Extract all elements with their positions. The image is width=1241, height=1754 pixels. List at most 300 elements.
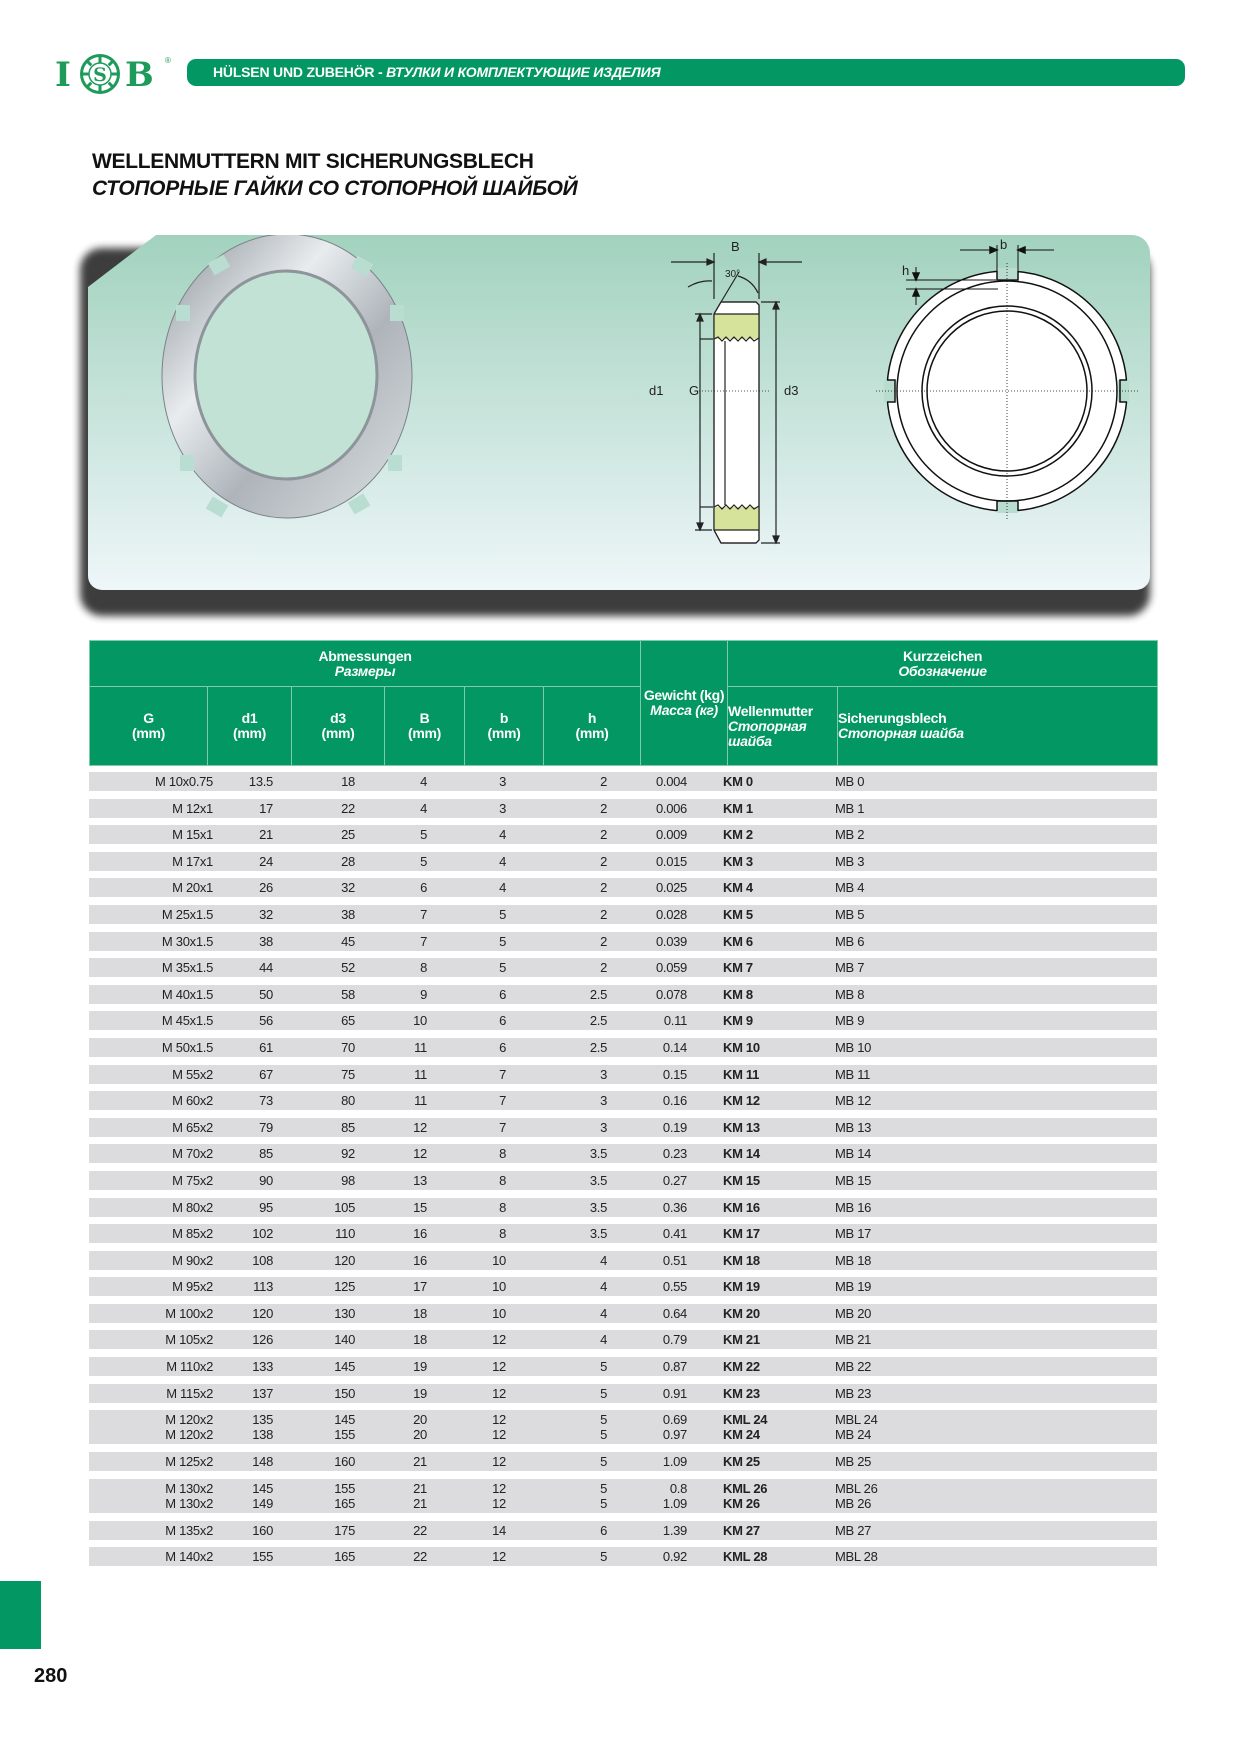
- table-row-line: [89, 799, 1157, 818]
- cell-width-B: 12: [413, 1119, 427, 1135]
- cell-weight: 0.69: [662, 1412, 687, 1428]
- cell-width-B: 4: [420, 774, 427, 789]
- cell-d3: 75: [341, 1066, 355, 1082]
- cell-weight: 0.059: [655, 960, 687, 976]
- cell-nut-code: KML 28: [723, 1549, 768, 1565]
- cell-thread-G: M 60x2: [172, 1093, 213, 1109]
- cell-width-B: 15: [413, 1199, 427, 1215]
- cell-slot-h: 3: [600, 1119, 607, 1135]
- cell-slot-h: 6: [600, 1522, 607, 1538]
- table-row-line: [89, 1494, 1157, 1513]
- cell-slot-b: 12: [492, 1480, 506, 1496]
- cell-weight: 0.55: [662, 1279, 687, 1295]
- cell-washer-code: MB 9: [835, 1013, 865, 1029]
- cell-d3: 45: [341, 933, 355, 949]
- header-col-G: G (mm): [90, 687, 208, 766]
- cell-slot-b: 4: [499, 827, 506, 843]
- cell-slot-h: 3.5: [589, 1226, 607, 1242]
- cell-d3: 52: [341, 960, 355, 976]
- cell-thread-G: M 130x2: [165, 1480, 213, 1496]
- cell-d3: 145: [334, 1412, 355, 1428]
- cell-slot-h: 5: [600, 1385, 607, 1401]
- cell-thread-G: M 80x2: [172, 1199, 213, 1215]
- cell-width-B: 6: [420, 880, 427, 896]
- cell-d1: 50: [259, 986, 273, 1002]
- cell-d1: 38: [259, 933, 273, 949]
- cell-slot-h: 5: [600, 1480, 607, 1496]
- cell-slot-h: 2.5: [589, 1039, 607, 1055]
- cell-nut-code: KM 9: [723, 1013, 753, 1029]
- cell-nut-code: KML 26: [723, 1480, 768, 1496]
- header-col-B: B (mm): [385, 687, 465, 766]
- cell-slot-b: 3: [499, 774, 506, 789]
- cell-width-B: 9: [420, 986, 427, 1002]
- page-title: [92, 148, 577, 202]
- cell-weight: 0.006: [655, 800, 687, 816]
- cell-washer-code: MB 21: [835, 1332, 872, 1348]
- table-row-line: [89, 772, 1157, 791]
- cell-slot-b: 5: [499, 906, 506, 922]
- header-designation: Kurzzeichen Обозначение: [728, 641, 1158, 687]
- cell-weight: 0.23: [662, 1146, 687, 1162]
- cell-slot-b: 8: [499, 1226, 506, 1242]
- cell-d1: 61: [259, 1039, 273, 1055]
- table-row-line: [89, 825, 1157, 844]
- cell-weight: 0.8: [669, 1480, 687, 1496]
- cell-washer-code: MB 16: [835, 1199, 872, 1215]
- table-row-line: [89, 932, 1157, 951]
- cell-washer-code: MB 3: [835, 853, 865, 869]
- cell-nut-code: KM 20: [723, 1305, 760, 1321]
- cell-thread-G: M 95x2: [172, 1279, 213, 1295]
- cell-slot-h: 5: [600, 1549, 607, 1565]
- title-de: WELLENMUTTERN MIT SICHERUNGSBLECH: [92, 150, 534, 173]
- cell-washer-code: MB 14: [835, 1146, 872, 1162]
- table-row: [89, 772, 1157, 791]
- cell-d1: 56: [259, 1013, 273, 1029]
- cell-slot-b: 10: [492, 1305, 506, 1321]
- table-row-line: [89, 878, 1157, 897]
- cell-washer-code: MB 0: [835, 774, 865, 789]
- table-row: [89, 825, 1157, 844]
- header-col-b: b (mm): [465, 687, 544, 766]
- cell-d1: 148: [252, 1454, 273, 1470]
- table-row-line: [89, 852, 1157, 871]
- cell-weight: 0.91: [662, 1385, 687, 1401]
- lock-nut-photo: [162, 235, 412, 518]
- category-de: HÜLSEN UND ZUBEHÖR -: [213, 64, 387, 80]
- cell-thread-G: M 100x2: [165, 1305, 213, 1321]
- cell-weight: 0.15: [662, 1066, 687, 1082]
- cell-slot-b: 6: [499, 1013, 506, 1029]
- cell-d3: 105: [334, 1199, 355, 1215]
- cell-nut-code: KM 8: [723, 986, 753, 1002]
- table-row-line: [89, 1198, 1157, 1217]
- cell-nut-code: KM 15: [723, 1172, 760, 1188]
- table-row-line: [89, 1357, 1157, 1376]
- cell-d3: 130: [334, 1305, 355, 1321]
- table-row: [89, 985, 1157, 1004]
- cell-d1: 13.5: [248, 774, 273, 789]
- cell-slot-b: 8: [499, 1146, 506, 1162]
- cell-d1: 24: [259, 853, 273, 869]
- cell-width-B: 20: [413, 1412, 427, 1428]
- cell-slot-h: 3.5: [589, 1172, 607, 1188]
- cell-d1: 67: [259, 1066, 273, 1082]
- cell-washer-code: MB 6: [835, 933, 865, 949]
- cell-weight: 0.028: [655, 906, 687, 922]
- cell-nut-code: KM 17: [723, 1226, 760, 1242]
- cell-d1: 44: [259, 960, 273, 976]
- cell-washer-code: MB 17: [835, 1226, 872, 1242]
- cell-width-B: 17: [413, 1279, 427, 1295]
- cell-slot-b: 6: [499, 986, 506, 1002]
- cell-washer-code: MB 24: [835, 1427, 872, 1443]
- table-row: [89, 1224, 1157, 1243]
- cell-d3: 175: [334, 1522, 355, 1538]
- cell-slot-h: 2: [600, 853, 607, 869]
- table-row-line: [89, 1277, 1157, 1296]
- table-row-line: [89, 1304, 1157, 1323]
- label-b: b: [1000, 237, 1008, 252]
- label-d3: d3: [784, 383, 799, 398]
- cell-weight: 0.078: [655, 986, 687, 1002]
- table-row: [89, 1452, 1157, 1471]
- table-row-line: [89, 1144, 1157, 1163]
- cell-slot-b: 3: [499, 800, 506, 816]
- cell-width-B: 22: [413, 1522, 427, 1538]
- cell-nut-code: KM 12: [723, 1093, 760, 1109]
- cell-weight: 0.36: [662, 1199, 687, 1215]
- cell-nut-code: KM 5: [723, 906, 753, 922]
- table-row-line: [89, 1547, 1157, 1566]
- table-row: [89, 1521, 1157, 1540]
- cell-nut-code: KM 2: [723, 827, 753, 843]
- cell-width-B: 16: [413, 1252, 427, 1268]
- table-row: [89, 1479, 1157, 1513]
- cell-slot-b: 7: [499, 1093, 506, 1109]
- cell-width-B: 22: [413, 1549, 427, 1565]
- cell-d1: 73: [259, 1093, 273, 1109]
- cell-d1: 32: [259, 906, 273, 922]
- illustration-panel: [88, 235, 1150, 590]
- cell-slot-h: 5: [600, 1454, 607, 1470]
- cell-washer-code: MB 2: [835, 827, 865, 843]
- cell-width-B: 8: [420, 960, 427, 976]
- cell-slot-h: 5: [600, 1495, 607, 1511]
- cell-thread-G: M 105x2: [165, 1332, 213, 1348]
- cell-slot-h: 2: [600, 880, 607, 896]
- cell-thread-G: M 120x2: [165, 1427, 213, 1443]
- cell-d3: 32: [341, 880, 355, 896]
- cell-nut-code: KM 24: [723, 1427, 760, 1443]
- cell-d3: 155: [334, 1480, 355, 1496]
- table-row-line: [89, 1425, 1157, 1444]
- cell-washer-code: MB 4: [835, 880, 865, 896]
- cell-slot-h: 2: [600, 800, 607, 816]
- cell-weight: 0.87: [662, 1359, 687, 1375]
- cell-weight: 0.27: [662, 1172, 687, 1188]
- cell-thread-G: M 12x1: [172, 800, 213, 816]
- cell-slot-b: 10: [492, 1252, 506, 1268]
- title-ru: СТОПОРНЫЕ ГАЙКИ СО СТОПОРНОЙ ШАЙБОЙ: [92, 177, 578, 200]
- cell-weight: 0.025: [655, 880, 687, 896]
- cell-nut-code: KM 16: [723, 1199, 760, 1215]
- cell-slot-b: 4: [499, 880, 506, 896]
- front-view-drawing: [876, 245, 1138, 520]
- cell-d3: 145: [334, 1359, 355, 1375]
- cell-width-B: 10: [413, 1013, 427, 1029]
- cell-nut-code: KML 24: [723, 1412, 768, 1428]
- cell-width-B: 19: [413, 1359, 427, 1375]
- header-col-washer: Sicherungsblech Стопорная шайба: [838, 687, 1158, 766]
- cell-slot-b: 4: [499, 853, 506, 869]
- cell-d3: 165: [334, 1495, 355, 1511]
- logo-letter-b: B: [125, 55, 154, 95]
- cell-thread-G: M 65x2: [172, 1119, 213, 1135]
- cell-washer-code: MB 10: [835, 1039, 872, 1055]
- cell-d3: 165: [334, 1549, 355, 1565]
- cell-nut-code: KM 27: [723, 1522, 760, 1538]
- table-row: [89, 1144, 1157, 1163]
- table-row-line: [89, 905, 1157, 924]
- cell-slot-h: 4: [600, 1279, 607, 1295]
- table-row: [89, 1171, 1157, 1190]
- header-col-nut: Wellenmutter Стопорная шайба: [728, 687, 838, 766]
- label-h: h: [902, 263, 910, 278]
- cell-d1: 79: [259, 1119, 273, 1135]
- cell-slot-b: 12: [492, 1412, 506, 1428]
- cell-washer-code: MB 12: [835, 1093, 872, 1109]
- cell-d3: 28: [341, 853, 355, 869]
- cell-weight: 0.97: [662, 1427, 687, 1443]
- cell-d1: 120: [252, 1305, 273, 1321]
- cell-d1: 133: [252, 1359, 273, 1375]
- cell-width-B: 12: [413, 1146, 427, 1162]
- cell-thread-G: M 70x2: [172, 1146, 213, 1162]
- table-row: [89, 932, 1157, 951]
- label-G: G: [689, 383, 700, 398]
- cell-d3: 58: [341, 986, 355, 1002]
- cell-washer-code: MB 22: [835, 1359, 872, 1375]
- cell-d1: 26: [259, 880, 273, 896]
- cell-thread-G: M 17x1: [172, 853, 213, 869]
- cell-weight: 0.92: [662, 1549, 687, 1565]
- cell-thread-G: M 30x1.5: [161, 933, 213, 949]
- table-row-line: [89, 1038, 1157, 1057]
- label-B: B: [731, 239, 740, 254]
- cell-washer-code: MB 27: [835, 1522, 872, 1538]
- cell-d1: 137: [252, 1385, 273, 1401]
- cell-d1: 160: [252, 1522, 273, 1538]
- category-ru: ВТУЛКИ И КОМПЛЕКТУЮЩИЕ ИЗДЕЛИЯ: [386, 64, 661, 80]
- cell-slot-h: 4: [600, 1332, 607, 1348]
- cell-thread-G: M 115x2: [166, 1385, 213, 1401]
- cell-d3: 22: [341, 800, 355, 816]
- cell-thread-G: M 50x1.5: [161, 1039, 213, 1055]
- bearing-logo-icon: [80, 54, 120, 94]
- table-row: [89, 1410, 1157, 1444]
- cell-slot-b: 12: [492, 1454, 506, 1470]
- cell-d3: 92: [341, 1146, 355, 1162]
- cell-slot-b: 12: [492, 1427, 506, 1443]
- cell-d1: 90: [259, 1172, 273, 1188]
- cell-weight: 0.19: [662, 1119, 687, 1135]
- cell-weight: 0.004: [655, 774, 687, 789]
- isb-logo: [55, 54, 173, 96]
- cell-washer-code: MB 8: [835, 986, 865, 1002]
- cell-d1: 21: [259, 827, 273, 843]
- cell-d3: 150: [334, 1385, 355, 1401]
- cell-nut-code: KM 0: [723, 774, 753, 789]
- cell-washer-code: MB 20: [835, 1305, 872, 1321]
- cell-nut-code: KM 4: [723, 880, 753, 896]
- cell-slot-b: 12: [492, 1359, 506, 1375]
- cell-washer-code: MBL 28: [835, 1549, 878, 1565]
- cell-d3: 110: [335, 1226, 355, 1242]
- table-row-line: [89, 1224, 1157, 1243]
- cell-slot-h: 3: [600, 1093, 607, 1109]
- table-row: [89, 1251, 1157, 1270]
- cell-width-B: 18: [413, 1332, 427, 1348]
- cell-thread-G: M 140x2: [165, 1549, 213, 1565]
- cell-d1: 155: [252, 1549, 273, 1565]
- cell-thread-G: M 55x2: [172, 1066, 213, 1082]
- cell-slot-b: 10: [492, 1279, 506, 1295]
- table-row: [89, 1330, 1157, 1349]
- cell-washer-code: MB 15: [835, 1172, 872, 1188]
- label-d1: d1: [649, 383, 664, 398]
- table-row: [89, 799, 1157, 818]
- cell-slot-h: 2: [600, 906, 607, 922]
- table-row: [89, 1198, 1157, 1217]
- cell-washer-code: MBL 26: [835, 1480, 878, 1496]
- header-weight: Gewicht (kg) Масса (кг): [641, 641, 728, 766]
- cell-washer-code: MB 18: [835, 1252, 872, 1268]
- table-row-line: [89, 1091, 1157, 1110]
- cell-slot-b: 6: [499, 1039, 506, 1055]
- cell-washer-code: MB 19: [835, 1279, 872, 1295]
- cell-washer-code: MB 25: [835, 1454, 872, 1470]
- cell-width-B: 21: [413, 1454, 427, 1470]
- cell-slot-b: 7: [499, 1066, 506, 1082]
- cell-d3: 140: [334, 1332, 355, 1348]
- cell-washer-code: MBL 24: [835, 1412, 878, 1428]
- spec-table-header: [89, 640, 1158, 766]
- cell-slot-b: 5: [499, 960, 506, 976]
- cell-slot-h: 5: [600, 1412, 607, 1428]
- cell-d1: 85: [259, 1146, 273, 1162]
- cell-width-B: 11: [414, 1093, 427, 1109]
- cell-d3: 38: [341, 906, 355, 922]
- cell-washer-code: MB 13: [835, 1119, 872, 1135]
- cell-d1: 108: [252, 1252, 273, 1268]
- cell-nut-code: KM 11: [723, 1066, 760, 1082]
- header-col-d1: d1 (mm): [208, 687, 292, 766]
- label-angle: 30°: [725, 269, 741, 280]
- table-row-line: [89, 1171, 1157, 1190]
- registered-mark: ®: [165, 56, 171, 65]
- cell-weight: 1.09: [662, 1454, 687, 1470]
- cell-washer-code: MB 7: [835, 960, 865, 976]
- cell-width-B: 19: [413, 1385, 427, 1401]
- table-row: [89, 1384, 1157, 1403]
- cell-slot-h: 3: [600, 1066, 607, 1082]
- cell-width-B: 18: [413, 1305, 427, 1321]
- header-col-h: h (mm): [544, 687, 641, 766]
- cell-slot-b: 7: [499, 1119, 506, 1135]
- cell-slot-h: 4: [600, 1305, 607, 1321]
- cell-nut-code: KM 13: [723, 1119, 760, 1135]
- table-row: [89, 958, 1157, 977]
- header-col-d3: d3 (mm): [292, 687, 385, 766]
- cell-slot-b: 14: [492, 1522, 506, 1538]
- cell-weight: 0.16: [662, 1093, 687, 1109]
- cell-thread-G: M 75x2: [172, 1172, 213, 1188]
- cell-thread-G: M 25x1.5: [161, 906, 213, 922]
- cell-weight: 0.51: [662, 1252, 687, 1268]
- cell-weight: 0.14: [662, 1039, 687, 1055]
- table-row: [89, 1038, 1157, 1057]
- cell-d3: 25: [341, 827, 355, 843]
- table-row-line: [89, 1452, 1157, 1471]
- cell-slot-b: 12: [492, 1549, 506, 1565]
- cell-weight: 0.11: [663, 1013, 687, 1029]
- cell-thread-G: M 35x1.5: [161, 960, 213, 976]
- cell-slot-h: 2: [600, 774, 607, 789]
- cell-nut-code: KM 21: [723, 1332, 760, 1348]
- cell-d1: 113: [253, 1279, 273, 1295]
- cell-thread-G: M 40x1.5: [161, 986, 213, 1002]
- cell-slot-h: 3.5: [589, 1146, 607, 1162]
- cell-slot-h: 2.5: [589, 1013, 607, 1029]
- cell-washer-code: MB 26: [835, 1495, 872, 1511]
- cell-thread-G: M 110x2: [166, 1359, 213, 1375]
- cell-d3: 70: [341, 1039, 355, 1055]
- cell-width-B: 7: [420, 906, 427, 922]
- table-row: [89, 1304, 1157, 1323]
- cell-weight: 0.41: [662, 1226, 687, 1242]
- cell-slot-h: 2: [600, 827, 607, 843]
- cell-d1: 126: [252, 1332, 273, 1348]
- page-number: 280: [34, 1665, 68, 1687]
- cell-width-B: 16: [413, 1226, 427, 1242]
- cell-d3: 18: [341, 774, 355, 789]
- cell-d1: 95: [259, 1199, 273, 1215]
- cell-d3: 65: [341, 1013, 355, 1029]
- cell-d1: 102: [252, 1226, 273, 1242]
- cell-slot-b: 8: [499, 1172, 506, 1188]
- cell-d3: 80: [341, 1093, 355, 1109]
- cell-washer-code: MB 1: [835, 800, 865, 816]
- cell-d3: 98: [341, 1172, 355, 1188]
- cell-width-B: 21: [413, 1495, 427, 1511]
- table-row-line: [89, 1065, 1157, 1084]
- cell-nut-code: KM 1: [723, 800, 753, 816]
- cell-d1: 145: [252, 1480, 273, 1496]
- table-row: [89, 1091, 1157, 1110]
- cell-thread-G: M 85x2: [172, 1226, 213, 1242]
- cell-width-B: 5: [420, 827, 427, 843]
- cell-nut-code: KM 10: [723, 1039, 760, 1055]
- category-bar: [187, 59, 1185, 86]
- cell-d1: 17: [259, 800, 273, 816]
- svg-text:S: S: [93, 64, 107, 86]
- cell-thread-G: M 45x1.5: [161, 1013, 213, 1029]
- cell-slot-h: 5: [600, 1427, 607, 1443]
- cell-nut-code: KM 23: [723, 1385, 760, 1401]
- cell-slot-h: 2: [600, 960, 607, 976]
